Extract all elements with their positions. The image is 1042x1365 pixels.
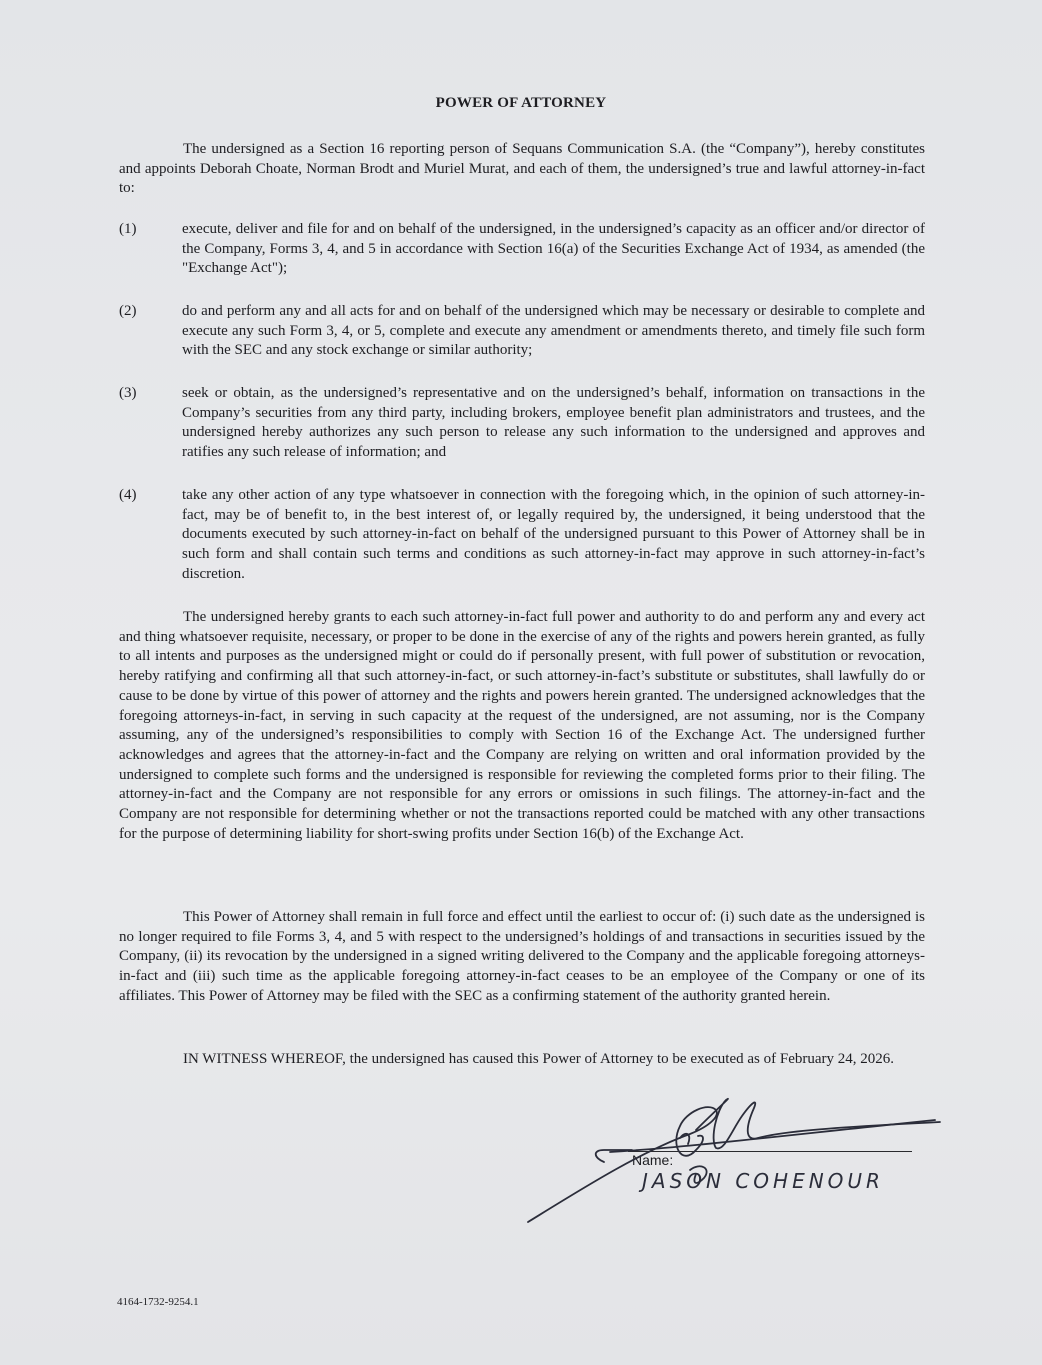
item-number: (1): [119, 221, 137, 237]
name-label: Name:: [632, 1152, 674, 1168]
duration-paragraph: This Power of Attorney shall remain in full force and effect until the earliest to occur of: (i) such date as the undersigned is no longer required to file Forms 3, 4, and 5 with respect to the undersigned’s holdings of and transactions in securities issued by the Company, (ii) its revocation by the undersigned in a signed writing delivered to the Company and the applicable foregoing attorneys-in-fact and (iii) such time as the applicable foregoing attorney-in-fact ceases to be an employee of the Company or one of its affiliates. This Power of Attorney may be filed with the SEC as a confirming statement of the authority granted herein.: [119, 909, 925, 1004]
item-number: (3): [119, 385, 137, 401]
document-title: POWER OF ATTORNEY: [435, 95, 607, 111]
list-item: [119, 302, 925, 361]
list-item: [119, 384, 925, 463]
item-text: take any other action of any type whatsoever in connection with the foregoing which, in the opinion of such attorney-in-fact, may be of benefit to, in the best interest of, or legally required by, the undersigned, it being understood that the documents executed by such attorney-in-fact on behalf of the undersigned pursuant to this Power of Attorney shall be in such form and shall contain such terms and conditions as such attorney-in-fact may approve in such attorney-in-fact’s discretion.: [182, 487, 925, 582]
witness-paragraph: IN WITNESS WHEREOF, the undersigned has caused this Power of Attorney to be executed as of February 24, 2026.: [183, 1051, 895, 1067]
intro-paragraph: The undersigned as a Section 16 reporting person of Sequans Communication S.A. (the “Company”), hereby constitutes and appoints Deborah Choate, Norman Brodt and Muriel Murat, and each of them, the undersigned’s true and lawful attorney-in-fact to:: [119, 141, 925, 197]
handwritten-signature: [520, 1090, 950, 1240]
document-id: 4164-1732-9254.1: [117, 1296, 199, 1308]
item-text: seek or obtain, as the undersigned’s representative and on the undersigned’s behalf, information on transactions in the Company’s securities from any third party, including brokers, employee benefit plan administrators and trustees, and the undersigned hereby authorizes any such person to release any such information to the undersigned and approves and ratifies any such release of information; and: [182, 385, 925, 461]
item-text: do and perform any and all acts for and on behalf of the undersigned which may be necessary or desirable to complete and execute any such Form 3, 4, or 5, complete and execute any amendment or amendments thereto, and timely file such form with the SEC and any stock exchange or similar authority;: [182, 303, 925, 359]
list-item: [119, 220, 925, 279]
item-number: (2): [119, 303, 137, 319]
list-item: [119, 486, 925, 585]
grant-paragraph: The undersigned hereby grants to each such attorney-in-fact full power and authority to do and perform any and every act and thing whatsoever requisite, necessary, or proper to be done in the exercise of any of the rights and powers herein granted, as fully to all intents and purposes as the undersigned might or could do if personally present, with full power of substitution or revocation, hereby ratifying and confirming all that such attorney-in-fact, or such attorney-in-fact’s substitute or substitutes, shall lawfully do or cause to be done by virtue of this power of attorney and the rights and powers herein granted. The undersigned acknowledges that the foregoing attorneys-in-fact, in serving in such capacity at the request of the undersigned, are not assuming, nor is the Company assuming, any of the undersigned’s responsibilities to comply with Section 16 of the Exchange Act. The undersigned further acknowledges and agrees that the attorney-in-fact and the Company are relying on written and oral information provided by the undersigned to complete such forms and the undersigned is responsible for reviewing the completed forms prior to their filing. The attorney-in-fact and the Company are not responsible for any errors or omissions in such filings. The attorney-in-fact and the Company are not responsible for determining whether or not the transactions reported could be matched with any other transactions for the purpose of determining liability for short-swing profits under Section 16(b) of the Exchange Act.: [119, 609, 925, 842]
item-text: execute, deliver and file for and on behalf of the undersigned, in the undersigned’s capacity as an officer and/or director of the Company, Forms 3, 4, and 5 in accordance with Section 16(a) of the Securities Exchange Act of 1934, as amended (the "Exchange Act");: [182, 221, 925, 277]
handwritten-name: [638, 1169, 884, 1193]
svg-text:JASON COHENOUR: JASON COHENOUR: [642, 1169, 884, 1193]
item-number: (4): [119, 487, 137, 503]
